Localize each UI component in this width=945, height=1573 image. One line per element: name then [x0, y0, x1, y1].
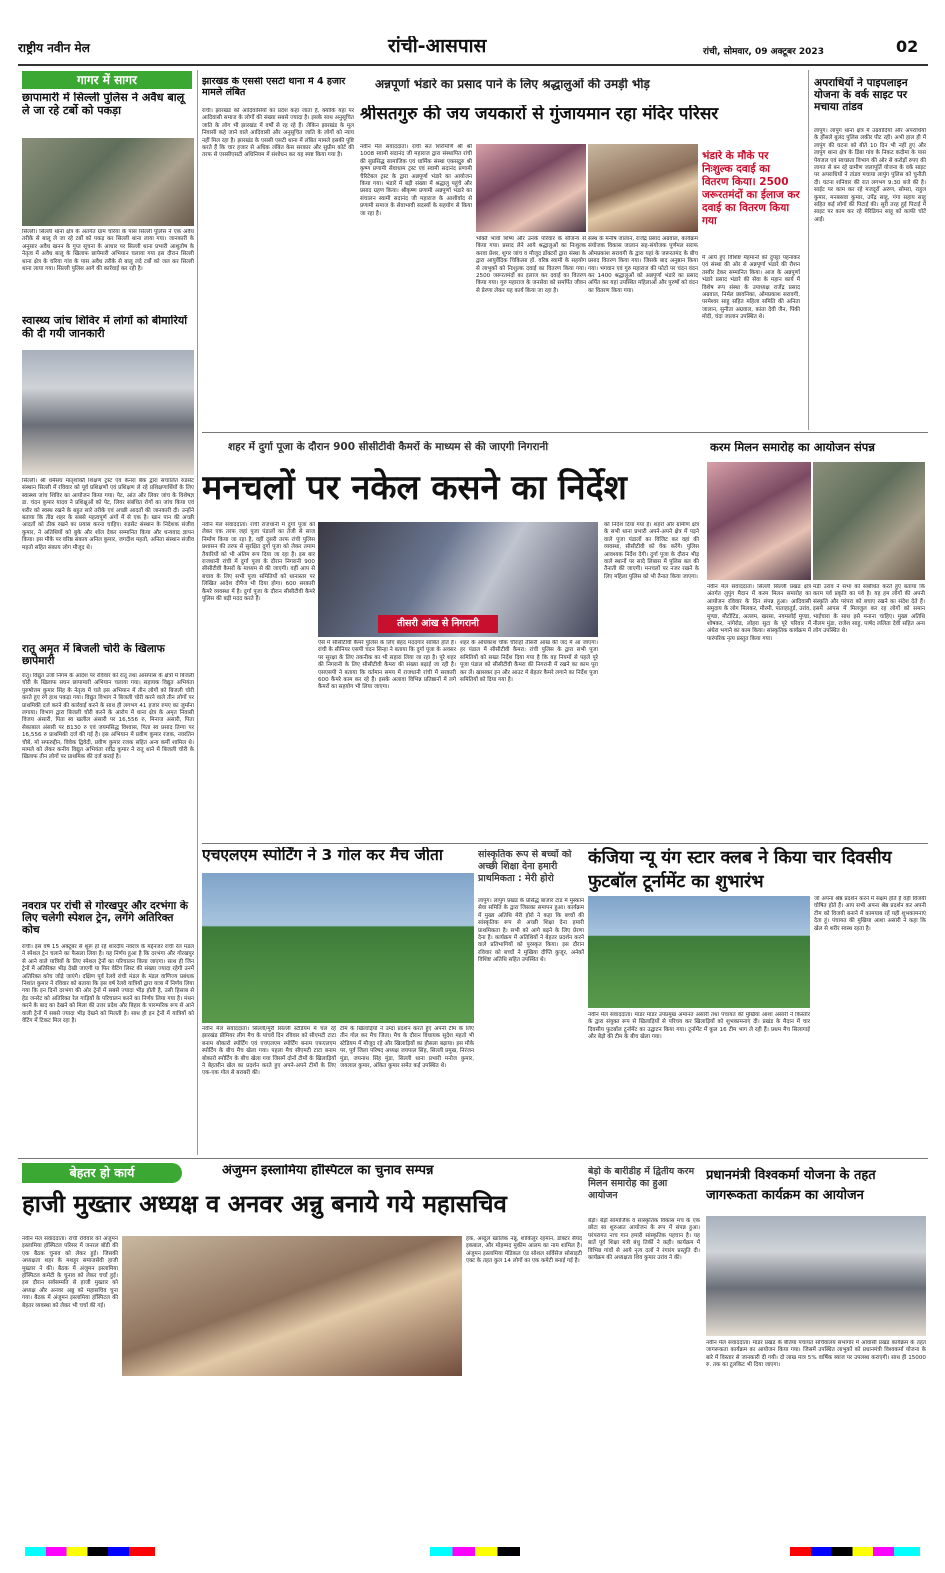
cctv-text-1: नवीन मेल संवाददाता। रांची राजधानी में दुर्गा पूजा को लेकर एक तरफ जहां पूजा पंडालों का तेजी से साज निर्माण किया जा रहा है, वहीं दूसरी तरफ रांची पुलिस प्रशासन की तरफ से सुरक्षित दुर्गा पूजा को लेकर तमाम तैयारियों को भी अंतिम रूप दिया जा रहा है। इस बार राजधानी रांची में दुर्गा पूजा के दौरान निगरानी 900 सीसीटीवी कैमरों के माध्यम से की जाएगी। वहीं आप से बचाव के लिए सभी पूजा समितियों को थानास्तर पर लिखित आदेश दीपैज भी दिया होगा। 600 सरकारी कैमरे व्यवस्था में है। दुर्गा पूजा के दौरान सीसीटीवी कैमरे पुलिस की बड़ी मदद करते हैं।: [202, 522, 315, 603]
header-rule: [18, 64, 928, 66]
vishwakarma-headline: प्रधानमंत्री विश्वकर्मा योजना के तहत जागरूकता कार्यक्रम का आयोजन: [706, 1168, 876, 1203]
section-tag: गागर में सागर: [22, 71, 192, 89]
football-photo: [588, 896, 810, 1008]
masthead-logo: राष्ट्रीय नवीन मेल: [18, 41, 90, 55]
cctv-headline: मनचलों पर नकेल कसने का निर्देश: [202, 468, 627, 508]
vishwakarma-text: नवीन मेल संवाददाता। मांडर प्रखंड के बेतिया पंचायत सचिवालय सभागार में आवासी प्रखंड कार्यक्रम के तहत जागरूकता कार्यक्रम का आयोजन किया गया। जिसमें उपस्थित लाभुकों को प्रधानमंत्री विश्वकर्मा योजना के बारे में विस्तार से जानकारी दी गयी। दो लाख मात्र 5% वार्षिक ब्याज पर उपलब्ध कराएगी। साथ ही 15000 रु. तक का टूलकिट भी दिया जाएगा।: [706, 1340, 926, 1369]
karam-text-1: नवीन मेल संवाददाता। सिल्ली सिल्ली प्रखंड क्षेत्र अंतर्गत लुपुंग मैदान में करम मिलन समारोह का आयोजन रविवार के दिन संपन्न हुआ। आदिवासी समुदाय के लोग मिलकर, मौरमी, पाताहातुर्ड, उरांव, मुण्डा, मौटोटिंड, अल्लम, खरसा, नवमलोई मुण्डा, शोषकर, नांगेरोड, लोहरा सुटा के पूरे परिवार में अंधेरा भगाने का काम किया। सांस्कृतिक कार्यक्रम में पारंपरिक नृत्य प्रस्तुत किया गया।: [707, 584, 811, 642]
bero-headline: बेड़ो के बारीडीह में द्वितीय करम मिलन समारोह का हुआ आयोजन: [588, 1166, 695, 1201]
bhandara-photo-2: [588, 144, 698, 232]
col1-headline-2: स्वास्थ्य जांच शिविर में लोगों को बीमारियों की दी गयी जानकारी: [22, 315, 188, 340]
karam-photo-2: [813, 462, 925, 580]
bhandara-headline: श्रीसतगुरु की जय जयकारों से गुंजायमान रहा मंदिर परिसर: [360, 105, 719, 124]
col1-headline-1: छापामारी में सिल्ली पुलिस ने अवैध बालू ले जा रहे टर्बो को पकड़ा: [22, 92, 185, 117]
bhandara-text-3: संस्थ के मनीष जालान, राजेंद्र प्रसाद अग्रवाल, कार्यक्रम संयोजक विकास जालान सह-संयोजक पूर्णमल सराफ ओमप्रकाश सरावगी के द्वारा यहां के जरूरतमंद के बीच प्रसाद वितरण किया गया। जिसके बाद अनुष्ठान किया गया। भगवान एवं गुरु महाराज की फोटो पर चंदन वंदन कर 1400 श्रद्धालुओं को अन्नपूर्णा भंडारे का प्रसाद अर्पित कर यहां उपस्थित महिलाओं और पुरुषों को वंदन का वितरण किया गया।: [588, 236, 698, 294]
karam-banner: करम मिलन समारोह का आयोजन संपन्न: [710, 441, 875, 454]
cctv-photo-label: तीसरी आंख से निगरानी: [378, 615, 498, 633]
anjuman-kicker: अंजुमन इस्लामिया हॉस्पिटल का चुनाव सम्पन्न: [222, 1164, 434, 1178]
page-header: [18, 36, 928, 62]
sports-headline: एचएलएम स्पोर्टिंग ने 3 गोल कर मैच जीता: [202, 847, 443, 864]
football-text-2: जो अपना श्रेष्ठ प्रदर्शन करने में सक्षम होते हैं वही विजयी घोषित होते हैं। आप सभी अपना श्रेष्ठ प्रदर्शन कर अपनी टीम को विजयी बनाने में कामयाब रहें यही शुभकामनाएं देता हूं। पंचायत की मुखिया आशा असारी ने कहा कि खेल से शरीर स्वस्थ रहता है।: [814, 896, 926, 932]
scst-headline: झारखंड के एससी एसटी थाना में 4 हजार मामले लंबित: [202, 77, 346, 98]
col1-text-4: रांची। इस वर्ष 15 अक्टूबर से शुरू हो रहे शारदीय नवरात्र के मद्देनजर रांची रेल मंडल ने स्पेशल ट्रेन चलाने का फैसला लिया है। यह निर्णय हुआ है कि दरभंगा और गोरखपुर से आने वाले यात्रियों के लिए स्पेशल ट्रेनों का परिचालन किया जाएगा। साथ ही जिन ट्रेनों में अतिरिक्त भीड़ देखी जाएगी या फिर वेटिंग लिस्ट की संख्या ज्यादा रहेगी उनमें अतिरिक्त कोच जोड़े जाएंगे। दक्षिण पूर्व रेलवे रांची मंडल के मंडल वाणिज्य प्रबंधक निशांत कुमार ने रविवार को बताया कि इस वर्ष रेलवे यात्रियों द्वारा यात्रा में निर्णय लिया गया कि इन दिनों दरभंगा की ओर ट्रेनों में सबसे ज्यादा भीड़ होती है, उसी हिसाब से हेड जनरेट को अतिरिक्त रेल गाड़ियों के परिचालन करने का निर्णय लिया गया है। मंथन करने के बाद का देखने को मिला की उत्तर प्रदेश और बिहार के पारम्परिक रूप से आने वाली ट्रेनों में सबसे ज्यादा भीड़ देखने को मिलती है। साथ ही इन ट्रेनों में यात्रियों को वेटिंग में टिकट मिल रहा है।: [22, 944, 194, 1025]
sports-text-2: टीम के खिलाड़ियों ने उम्दा प्रदर्शन करते हुए अपनी टीम के लिए तीन गोल कर मैच जिता। मैच के दौरान विधायक सुदेश महतो भी स्टेडियम में मौजूद रहे और खिलाड़ियों का हौसला बढ़ाया। इस मौके पर, पूर्व जिला परिषद अध्यक्ष जयपाल सिंह, सिल्ली प्रमुख, निरंजन मुंडा, जयनाथ सिंह मुंडा, सिल्ली थाना प्रभारी मनोज कुमार, जयलाल कुमार, अंकित कुमार समेत कई उपस्थित थे।: [340, 1026, 474, 1070]
sports-team-photo: [202, 873, 474, 1023]
color-registration-bar-right: [790, 1547, 920, 1556]
page-number: 02: [896, 37, 919, 56]
col1-headline-3: रातू अमृत में बिजली चोरी के खिलाफ छापेमारी: [22, 643, 165, 668]
bottom-rule: [18, 1158, 928, 1159]
color-registration-bar-center: [430, 1547, 520, 1556]
col1-text-1: सिल्ली। सिल्ली थाना क्षेत्र के अंतर्गत ग्राम चरिया के पास सिल्ली पुलिस ने एक अवैध तरीके से बालू ले जा रहे टर्बो को पकड़ कर सिल्ली थाना लाया गया। जानकारी के अनुसार अवैध खनन के गुप्त सूचना के आधार पर सिल्ली थाना प्रभारी आशुतोष के नेतृत्व में अवैध बालू के खिलाफ छापेमारी अभियान चलाया गया इस दौरान सिल्ली थाना क्षेत्र के चरिया गांव के पास अवैध तरीके से बालू लदे टर्बो को जल कर सिल्ली थाना लाया गया। सिल्ली पुलिस आगे की कार्रवाई कर रही है।: [22, 229, 194, 273]
bhandara-photo-1: [476, 144, 586, 232]
color-registration-bar-left: [25, 1547, 155, 1556]
bhandara-text-4: में आये हुए विशिष्ट मेहमानों को दुपट्टा पहनाकर एवं संस्था की ओर से अन्नपूर्णा भंडारे की रौशन तस्वीर देकर सम्मानित किया। आज के अन्नपूर्णा भंडारे प्रसाद भंडारे की सेवा के महान कार्य में विशेष रूप संस्था के उपाध्यक्ष राजेंद्र प्रसाद अग्रवाल, निर्मल छावनिका, ओमप्रकाश सरावगी, परमेश्वर साहु सहित महिला समिति की अनिता जालान, सुनीता अग्रवाल, कांता देवी जैन, पिंकी मोदी, चंदा जालान उपस्थित थे।: [702, 255, 800, 321]
culture-text: लापुंग। लापुंग प्रखंड के प्रसिद्ध बाजार टांड में मुस्कान सेवा समिति के द्वारा जिसका समापन हुआ। कार्यक्रम में मुख्य अतिथि मेरी होरो ने कहा कि बच्चों की सांस्कृतिक रूप से अच्छी शिक्षा देना हमारी प्राथमिकता है। सभी को आगे बढ़ने के लिए प्रेरणा देना है। कार्यक्रम में अतिथियों ने बेहतर प्रदर्शन करने वाले प्रतिभागियों को पुरस्कृत किया। इस दौरान रविवार को बच्चों ने मुखिया दीप्ति कुजूर, अनेकों विशिष्ट अतिथि सहित उपस्थित थे।: [478, 898, 584, 964]
bhandara-text-1: नवीन मेल संवाददाता। रांची संत शिरोमणि श्री श्री 1008 स्वामी सदानंद जी महाराज द्वारा संस्थापित रांची की सुप्रसिद्ध सामाजिक एवं धार्मिक संस्था एकसद्गुरु श्री कृष्ण प्रणामी सेवाधाम ट्रस्ट एवं स्वामी सदानंद प्रणामी चैरिटेबल ट्रस्ट के द्वारा अन्नपूर्णा भंडारे का आयोजन किया गया। भंडारे में बड़ी संख्या में श्रद्धालु पहुंचे और प्रसाद ग्रहण किया। श्रीकृष्ण प्रणामी अन्नपूर्णा भंडारे का संचालन स्वामी सदानंद जी महाराज के आशीर्वाद से प्रणामी समाज के सेवाभावी सदस्यों के सहयोग से किया जा रहा है।: [360, 144, 472, 217]
col1-text-3: रातू। विद्युत उर्जा निगम के आदेश पर रविवार को रातू तथा आसपास के क्षेत्रों में बिजली चोरी के खिलाफ सघन छापामारी अभियान चलाया गया। सहायक विद्युत अभियंता पुरुषोत्तम कुमार सिंह के नेतृत्व में चले इस अभियान में तीन लोगों को बिजली चोरी करते हुए रंगे हाथ पकड़ा गया। विद्युत विभाग ने बिजली चोरी करने वाले तीन लोगों पर प्राथमिकी दर्ज करने की कार्रवाई करने के साथ ही लगभग 41 हजार रुपए का जुर्माना लगाया। विभाग द्वारा बिजली चोरी करने के आरोप में धाना क्षेत्र के अमृत निवासी विजय अंसारी, पिता स्व खलील अंसारी पर 16,556 रु, मिनाज अंसारी, पिता सेकाबाल अंसारी पर 8130 रु एवं जयमसिद्ध विश्वास, पिता स्व प्रसाद तिग्गा पर 16,556 रु प्राथमिकी दर्ज की गई है। इस अभियान में प्रवीण कुमार रजक, नवरतिन चौबे, मो सफरुद्दीन, विवेक द्विवेदी, प्रवीण कुमार रजक सहित अन्य कर्मी शामिल थे। मामले को लेकर कनीय विद्युत अभियंता रवींद्र कुमार ने रातू थाने में बिजली चोरी के खिलाफ तीन लोगों पर प्राथमिक की दर्ज कराई है।: [22, 673, 194, 761]
anjuman-headline: हाजी मुख्तार अध्यक्ष व अनवर अन्नु बनाये गये महासचिव: [22, 1190, 507, 1218]
mid-rule-2: [202, 843, 928, 844]
mid-rule: [202, 432, 928, 433]
bhandara-callout: भंडारे के मौके पर निःशुल्क दवाई का वितरण किया। 2500 जरूरतमंदों का ईलाज कर दवाई का वितरण किया गया: [702, 150, 800, 227]
bero-text: बेड़ो। बेड़ो सामाजिक व सांस्कृतिक विकास मंच के एक छोटा सा शुरुआत आयोजन के रूप में संपन्न हुआ। परंपरागत नाच गान हमारी सांस्कृतिक पहचान है। यह बातें पूर्व शिक्षा मंत्री बंधु तिर्की ने कही। कार्यक्रम में विभिन्न गांवों से आये नृत्य दलों ने रंगारंग प्रस्तुति दी। कार्यक्रम की अध्यक्षता शिव कुमार उरांव ने की।: [588, 1218, 700, 1262]
truck-photo: [22, 138, 194, 226]
col1-text-2: सिल्ली। श्री धर्मसंघ मातृशक्ति शिक्षण ट्रस्ट एवं केनरा बैंक द्वारा संचालित रुडसेट संस्थान सिल्ली में रविवार को पूर्व प्रशिक्षणों एवं प्रशिक्षण ले रहे प्रशिक्षणार्थियों के लिए स्वास्थ्य जांच शिविर का आयोजन किया गया। पेट, आंत और लिवर जांच के विशेषज्ञ डा. चंदन कुमार यादव ने प्रशिक्षुओं को पेट, लिवर संबंधित रोगों का जांच किया एवं शरीर को स्वस्थ रखने के बहुत सारे तरीके एवं अच्छी आदतों की जानकारी दी। उन्होंने बताया कि तीव्र शहर के सबसे महत्वपूर्ण अंगों में से एक है। खान पान की अच्छी आदतों को ठीक रखने का प्रयास करना चाहिए। रुडसेट संस्थान के निदेशक संजीव कुमार, ने अतिथियों को बुके और शॉल देकर सम्मानित किया और धन्यवाद ज्ञापन किया। इस मौके पर वरिष्ठ संकाय अनिल कुमार, जगदीश महतो, अनिता संस्थान संजीव महतो सहित संकाय लोग मौजूद थे।: [22, 478, 194, 551]
football-headline: कंजिया न्यू यंग स्टार क्लब ने किया चार दिवसीय फुटबॉल टूर्नामेंट का शुभारंभ: [588, 848, 892, 892]
vishwakarma-photo: [706, 1216, 926, 1336]
pipeline-text: लापुंग। लापुंग थाना क्षेत्र में उग्रवादियों और अपराधियों के हौंसले बुलंद पुलिस लकीर पीट रही। अभी हाल ही में लापुंग की घटना को बीते 10 दिन भी नहीं हुए और लापुंग थाना क्षेत्र के डिंबा गांव के निकट कदीमा के पास पेयजल एवं स्वच्छता विभाग की ओर से करोड़ों रुपए की लागत से बन रहे ग्रामीण जलापूर्ति योजना के वर्क साइट पर अपराधियों ने तांडव मचाया लापुंग पुलिस को चुनौती दी। घटना शनिवार की रात लगभग 9:30 बजे की है। साईट पर काम कर रहे मजदूरों अरुण, सोमरा, राहुल कुमार, मनबसवा कुमार, उपेंद्र साहु, गंगा सहाय साहू सहित कई लोगों की पिटाई की। सूरी तरह हुई पिटाई में साइट पर काम कर रहे मेरिडियन साहू को काफी चोटें आईं।: [814, 128, 926, 223]
cctv-kicker: शहर में दुर्गा पूजा के दौरान 900 सीसीटीवी कैमरों के माध्यम से की जाएगी निगरानी: [228, 441, 549, 453]
health-camp-photo: [22, 350, 194, 475]
culture-headline: सांस्कृतिक रूप से बच्चों को अच्छी शिक्षा देना हमारी प्राथमिकता : मेरी होरो: [478, 849, 572, 884]
top-right-divider: [808, 70, 809, 430]
anjuman-text-1: नवीन मेल संवाददाता। रांची रविवार को अंजुमन इस्लामिया हॉस्पिटल परिसर में जनरल बॉडी की एक बैठक चुनाव को लेकर हुई। जिसकी अध्यक्षता शहर के मशहूर समाजसेवी हाजी मुख्तार ने की। बैठक में अंजुमन इस्लामिया हॉस्पिटल कमेटी के चुनाव को लेकर चर्चा हुई। इस दौरान सर्वसम्मति से हाजी मुख्तार को अध्यक्ष और अनवर अन्नु को महासचिव चुना गया। बैठक में अंजुमन इस्लामिया हॉस्पिटल की बेहतर व्यवस्था को लेकर भी चर्चा की गई।: [22, 1236, 118, 1309]
col1-headline-4: नवरात्र पर रांची से गोरखपुर और दरभंगा के लिए चलेगी स्पेशल ट्रेन, लगेंगे अतिरिक्त कोच: [22, 900, 189, 937]
cctv-text-2: ऐसे में सीसीटीवी कैमरे पुलिस के लिए बेहद मददगार साबित होते हैं। रांची के सीनियर एसपी चंदन सिन्हा ने बताया कि दुर्गा पूजा के अवसर पर सुरक्षा के लिए तकनीक का भी सहारा लिया जा रहा है। पूरे शहर की निगरानी के लिए सीसीटीवी कैमरा की संख्या बढ़ाई जा रही है। एसएसपी ने बताया कि वर्तमान समय में राजधानी रांची में सरकारी 600 कैमरे काम कर रहे हैं। इसके अलावा विभिन्न प्रतिष्ठानों में लगे कैमरों का सहयोग भी लिया जाएगा।: [318, 640, 456, 691]
section-title: रांची-आसपास: [388, 36, 487, 57]
bhandara-banner: अन्नपूर्णा भंडारे का प्रसाद पाने के लिए श्रद्धालुओं की उमड़ी भीड़: [375, 78, 650, 91]
page-date: रांची, सोमवार, 09 अक्टूबर 2023: [703, 47, 824, 57]
anjuman-text-2: हक, अब्दुल खालिक नन्नू, शाकिलुर रहमान, डॉक्टर सैयद इकबाल, और मोहम्मद मुकीम आलम का नाम शामिल है। अंजुमन इस्लामिया मेडिकल एंड सोशल सर्विसेज सोसाइटी एक्ट के तहत कुल 14 लोगों का एक कमेटी बनाई गई है।: [466, 1236, 582, 1265]
cctv-text-4: को निर्देश दिया गया है। शहरों और ग्रामीण क्षेत्र के सभी थाना प्रभारी अपने-अपने क्षेत्र में पड़ने वाले पूजा पंडालों का विजिट कर वहां की व्यवस्था, सीसीटीवी को चेक करेंगे। पुलिस आवश्यक निर्देश देगी। दुर्गा पूजा के दौरान भीड़ वाले स्थानों पर सादे लिबास में पुलिस बल की तैनाती की जाएगी। मनचलों पर नजर रखने के लिए महिला पुलिस को भी तैनात किया जाएगा।: [604, 522, 699, 580]
bottom-tag: बेहतर हो कार्य: [22, 1163, 182, 1183]
scst-text: रांची। झारखंड को आदिवासियों का प्रदेश कहा जाता है, क्योंकि यहां पर आदिवासी समाज के लोगों की संख्या सबसे ज्यादा है। इसके साथ अनुसूचित जाति के लोग भी झारखंड में वर्षों से रह रहे हैं। लेकिन झारखंड के मूल निवासी कहे जाने वाले आदिवासी और अनुसूचित जाति के लोगों को न्याय नहीं मिल रहा है। झारखंड के एससी एसटी थाना में लंबित मामले इसकी पुष्टि करते हैं कि चार हजार से अधिक लंबित केस सरकार और सुप्रीम कोर्ट की तरफ से एससीएसटी अधिनियम में संशोधन कर यह स्पष्ट किया गया है।: [202, 108, 354, 159]
football-text-1: नवीन मेल संवाददाता। मांडर मांडर उपप्रमुख अमानत अंसारी तथा पंचायत की मुखिया आशा असारी ने किस्तोर के द्वारा संयुक्त रूप से खिलाड़ियों से परिचय कर खिलाड़ियों को शुभकामनाएं दी। प्रखंड के मैदान में चार दिवसीय फुटबॉल टूर्नामेंट का उद्घाटन किया गया। टूर्नामेंट में कुल 16 टीम भाग ले रही हैं। प्रथम मैच सिलागाई और बेड़ो की टीम के बीच खेला गया।: [588, 1012, 810, 1041]
sports-text-1: नवीन मेल संवाददाता। सिल्ली/मुरी सिल्ली स्टेडियम में चल रहे झारखंड प्रीमियर लीग मैच के पांचवें दिन रविवार को सीएमटी टाटा बनाम बोकारो स्पोर्टिंग एवं एचएलएम स्पोर्टिंग बनाम एफएलएम स्पोर्टिंग के बीच मैच खेला गया। पहला मैच सीएमटी टाटा बनाम बोकारो स्पोर्टिंग के बीच खेला गया जिसमें दोनों टीमों के खिलाड़ियों ने बेहतरीन खेल का प्रदर्शन करते हुए अपने-अपने टीमों के लिए एक-एक गोल से बराबरी की।: [202, 1026, 336, 1077]
col1-divider: [197, 70, 198, 1155]
bhandara-text-2: भक्ति भावों शिष्य और उनके परिवार के सौजन्य से किया गया। प्रसाद लेने आये श्रद्धालुओं का निःशुल्क करवा प्रेशर, शुगर जांच व मौजूद डॉक्टरों द्वारा संस्था के द्वारा आयुर्वेदिक चिकित्सा हॉ. वरिष्ठ स्वामी के सहयोग से लाभुकों को निःशुल्क दवाई का वितरण किया गया। 2500 जरूरतमंदों का इलाज कर दवाई का वितरण किया गया। गुरु महाराज के जनसेवा को समर्पित जीवन से प्रेरणा लेकर यह कार्य किया जा रहा है।: [476, 236, 586, 294]
pipeline-headline: अपराधियों ने पाइपलाइन योजना के वर्क साइट पर मचाया तांडव: [814, 77, 908, 114]
anjuman-photo: [122, 1236, 462, 1376]
karam-text-2: मंडी उरांव ने सभा को संबोधित करते हुए बताया कि करम पर्व प्रकृति का पर्व है। यह हम लोगों की अपनी संस्कृति और परंपरा को बचाए रखने का संदेश देते हैं। इसमें आपस में मिलजुल कर रह लोगों को समान भाईचारा के साथ इसे मनाना चाहिए। मुख्य अतिथि नीलम मुंडा, राजेश साहु, पार्षद ललिता देवी सहित अन्य लोग उपस्थित थे।: [813, 584, 925, 635]
karam-photo-1: [707, 462, 811, 580]
cctv-text-3: शहर के अधिकांश चौक चौराहों तीसरी आंख की जद में आ जाएगा। हर पंडाल में सीसीटीवी कैमरा: रांची पुलिस के द्वारा सभी पूजा समितियों को सख्त निर्देश दिया गया है कि वह नियमों से पहले पूरे पूजा पंडाल को सीसीटीवी कैमरा की निगरानी में रखने का काम पूरा कर लें। खासकर इन और आउट मे बेहतर कैमरे लगाने का निर्देश पूजा समितियों को दिया गया है।: [460, 640, 598, 684]
